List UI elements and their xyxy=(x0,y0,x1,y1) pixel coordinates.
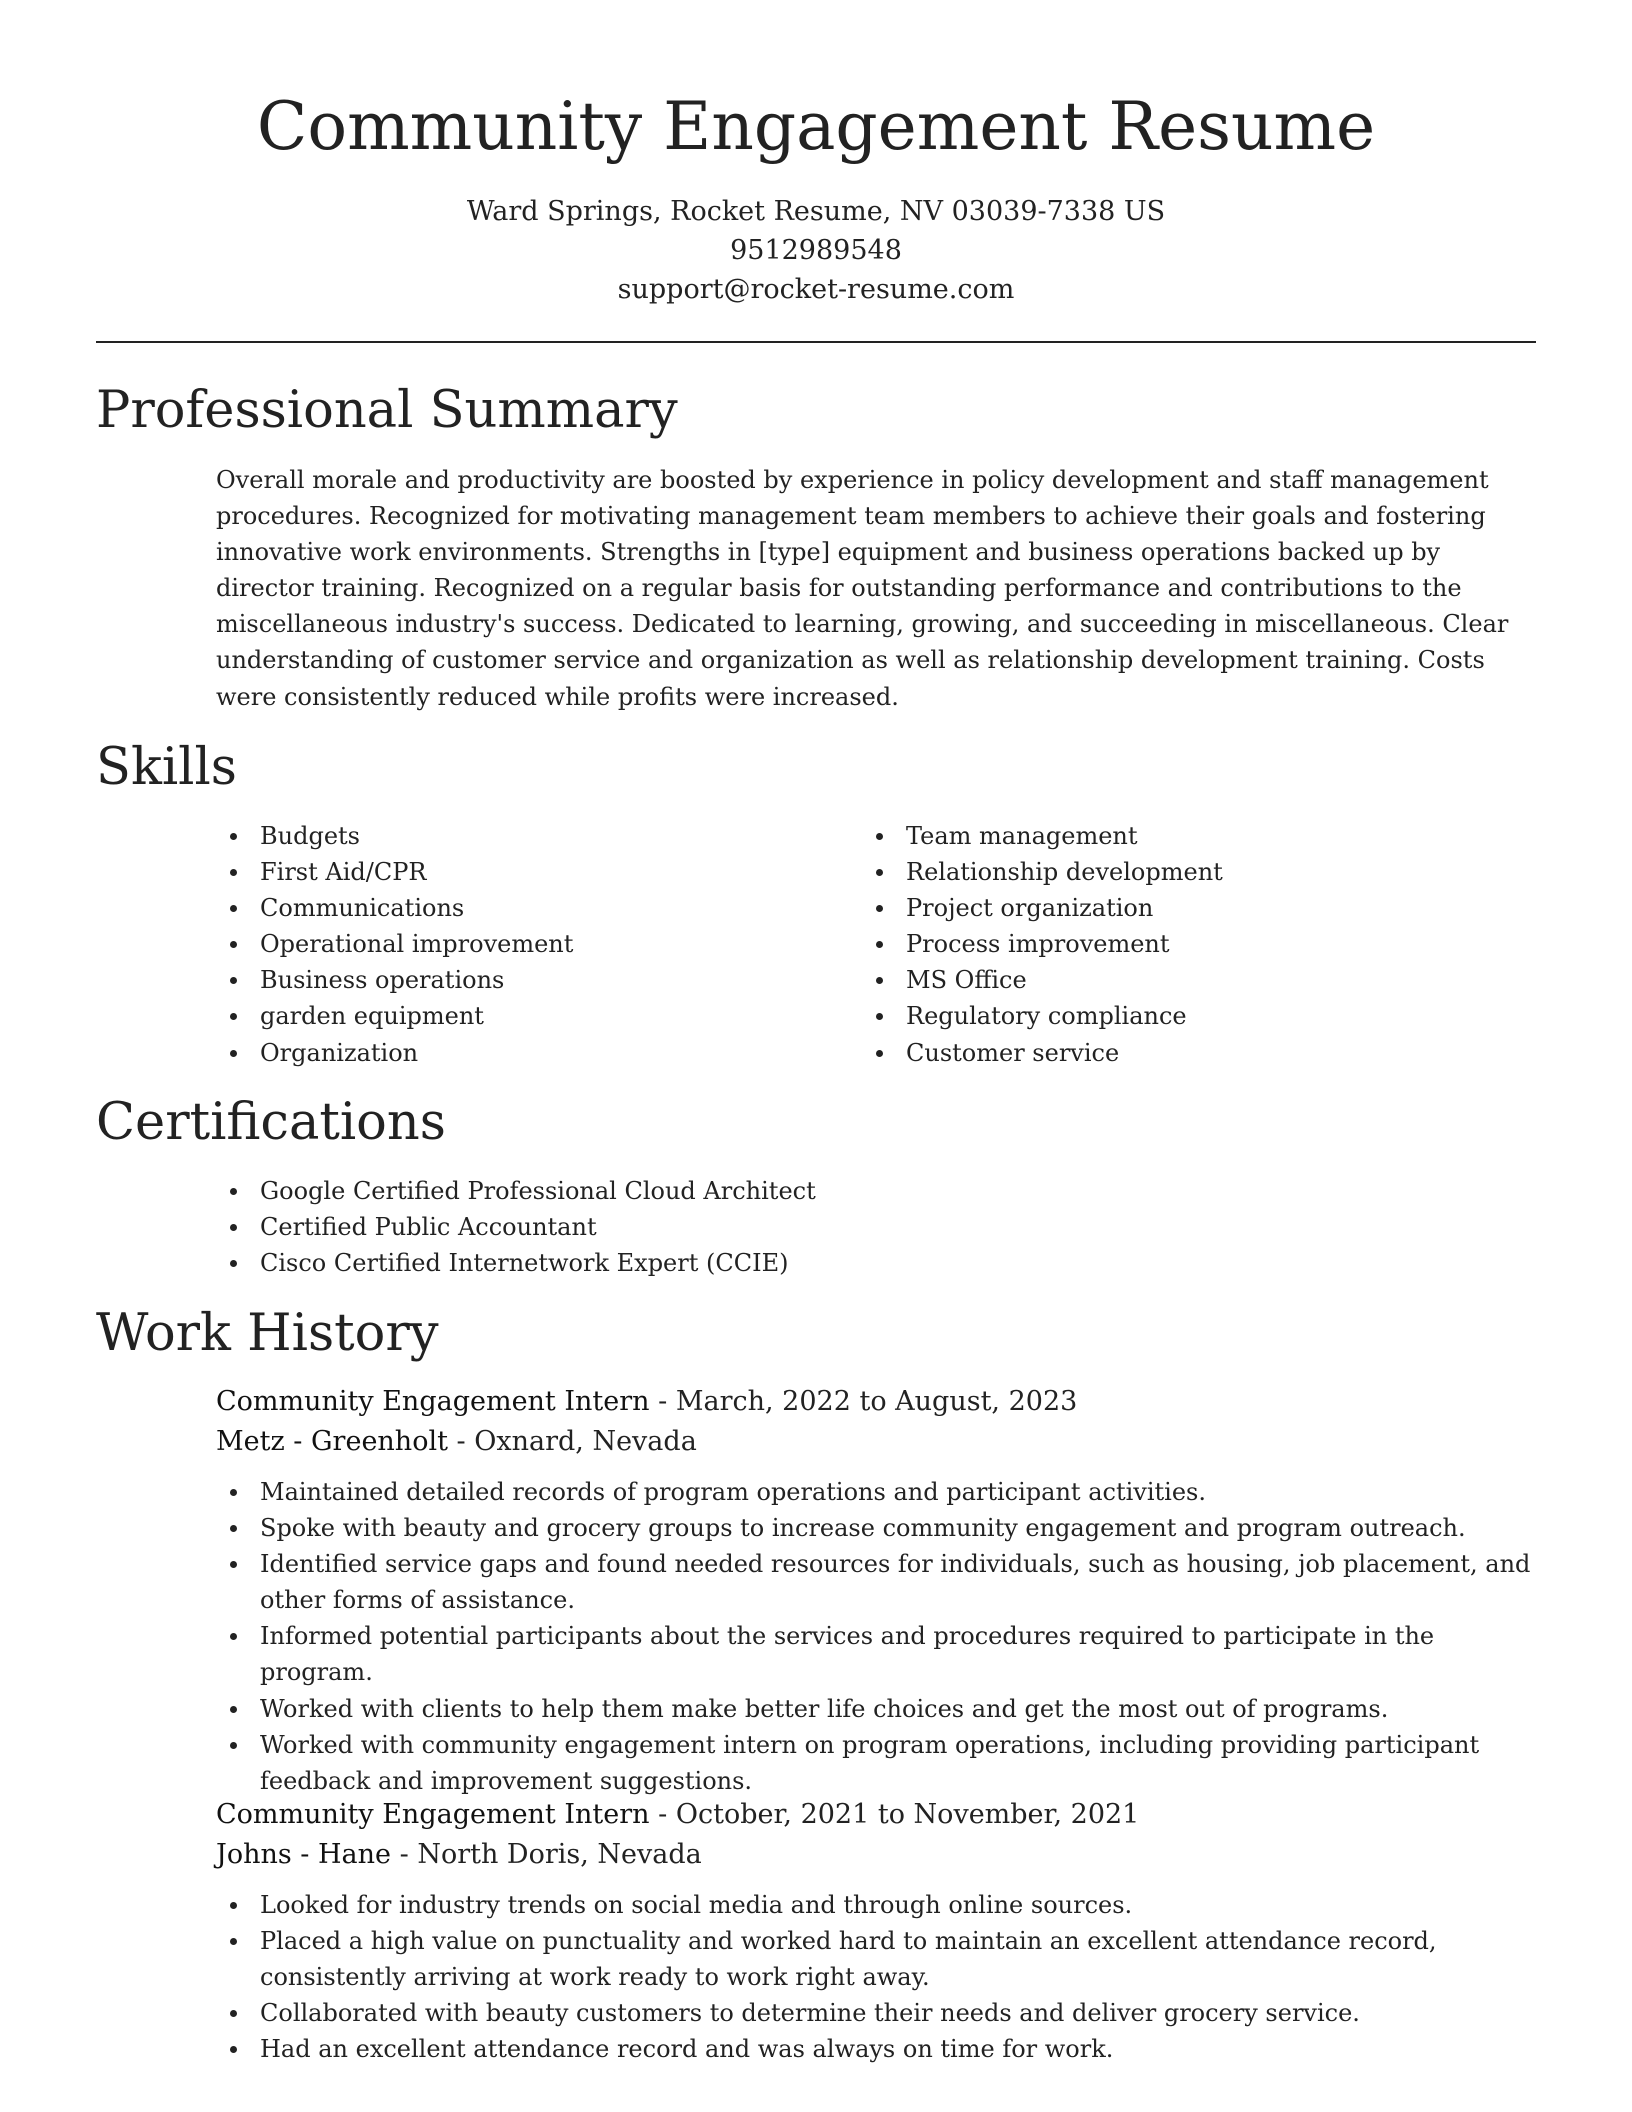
job-company-line xyxy=(216,1835,702,1875)
company-name: Johns - Hane xyxy=(216,1839,392,1870)
job-location: North Doris, Nevada xyxy=(417,1839,702,1870)
skills-list-right xyxy=(862,818,1522,1071)
job-bullet: Looked for industry trends on social media and through online sources. xyxy=(216,1887,1546,1923)
job-bullet-list xyxy=(216,1474,1546,1799)
skill-item: Operational improvement xyxy=(216,926,816,962)
skills-heading: Skills xyxy=(96,738,237,797)
header-divider xyxy=(96,341,1536,343)
summary-heading: Professional Summary xyxy=(96,381,678,440)
separator: - xyxy=(447,1426,475,1457)
work-history-heading: Work History xyxy=(96,1304,439,1363)
job-bullet: Worked with community engagement intern on program operations, including providing participant feedback and improvement suggestions. xyxy=(216,1727,1546,1799)
company-name: Metz - Greenholt xyxy=(216,1426,448,1457)
skills-list-left xyxy=(216,818,816,1071)
skill-item: Project organization xyxy=(862,890,1522,926)
skill-item: Communications xyxy=(216,890,816,926)
skill-item: Organization xyxy=(216,1035,816,1071)
certifications-heading: Certifications xyxy=(96,1093,446,1152)
job-title: Community Engagement Intern xyxy=(216,1386,650,1417)
address: Ward Springs, Rocket Resume, NV 03039-7338 US xyxy=(466,196,1166,227)
job-bullet: Worked with clients to help them make better life choices and get the most out of programs. xyxy=(216,1691,1546,1727)
certification-item: Google Certified Professional Cloud Architect xyxy=(216,1173,1416,1209)
job-bullet: Maintained detailed records of program operations and participant activities. xyxy=(216,1474,1546,1510)
job-bullet: Identified service gaps and found needed resources for individuals, such as housing, job placement, and other forms of assistance. xyxy=(216,1546,1546,1618)
job-bullet: Placed a high value on punctuality and worked hard to maintain an excellent attendance record, consistently arriving at work ready to work right away. xyxy=(216,1923,1546,1995)
skill-item: Budgets xyxy=(216,818,816,854)
job-bullet-list xyxy=(216,1887,1546,2067)
job-title: Community Engagement Intern xyxy=(216,1799,650,1830)
certifications-list xyxy=(216,1173,1416,1281)
skill-item: MS Office xyxy=(862,962,1522,998)
job-bullet: Collaborated with beauty customers to determine their needs and deliver grocery service. xyxy=(216,1995,1546,2031)
resume-title: Community Engagement Resume xyxy=(256,88,1376,165)
skill-item: Customer service xyxy=(862,1035,1522,1071)
skill-item: Team management xyxy=(862,818,1522,854)
email-address: support@rocket-resume.com xyxy=(617,274,1015,305)
certification-item: Certified Public Accountant xyxy=(216,1209,1416,1245)
contact-info xyxy=(0,192,1632,309)
job-dates: October, 2021 to November, 2021 xyxy=(675,1799,1140,1830)
job-location: Oxnard, Nevada xyxy=(474,1426,697,1457)
job-title-line xyxy=(216,1382,1077,1422)
job-dates: March, 2022 to August, 2023 xyxy=(675,1386,1078,1417)
separator: - xyxy=(649,1386,676,1417)
skill-item: Regulatory compliance xyxy=(862,998,1522,1034)
skill-item: Relationship development xyxy=(862,854,1522,890)
separator: - xyxy=(649,1799,676,1830)
job-bullet: Had an excellent attendance record and was always on time for work. xyxy=(216,2031,1546,2067)
job-bullet: Spoke with beauty and grocery groups to increase community engagement and program outreach. xyxy=(216,1510,1546,1546)
separator: - xyxy=(391,1839,418,1870)
job-company-line xyxy=(216,1422,697,1462)
skill-item: First Aid/CPR xyxy=(216,854,816,890)
phone-number: 9512989548 xyxy=(730,235,902,266)
summary-text: Overall morale and productivity are boosted by experience in policy development and staff management procedures. Recognized for motivating management team members to achieve their goals and fostering innovative work environments. Strengths in [type] equipment and business operations backed up by director training. Recognized on a regular basis for outstanding performance and contributions to the miscellaneous industry's success. Dedicated to learning, growing, and succeeding in miscellaneous. Clear understanding of customer service and organization as well as relationship development training. Costs were consistently reduced while profits were increased. xyxy=(216,466,1509,711)
skill-item: Process improvement xyxy=(862,926,1522,962)
skill-item: Business operations xyxy=(216,962,816,998)
job-title-line xyxy=(216,1795,1139,1835)
skill-item: garden equipment xyxy=(216,998,816,1034)
certification-item: Cisco Certified Internetwork Expert (CCIE) xyxy=(216,1245,1416,1281)
job-bullet: Informed potential participants about the services and procedures required to participate in the program. xyxy=(216,1618,1546,1690)
